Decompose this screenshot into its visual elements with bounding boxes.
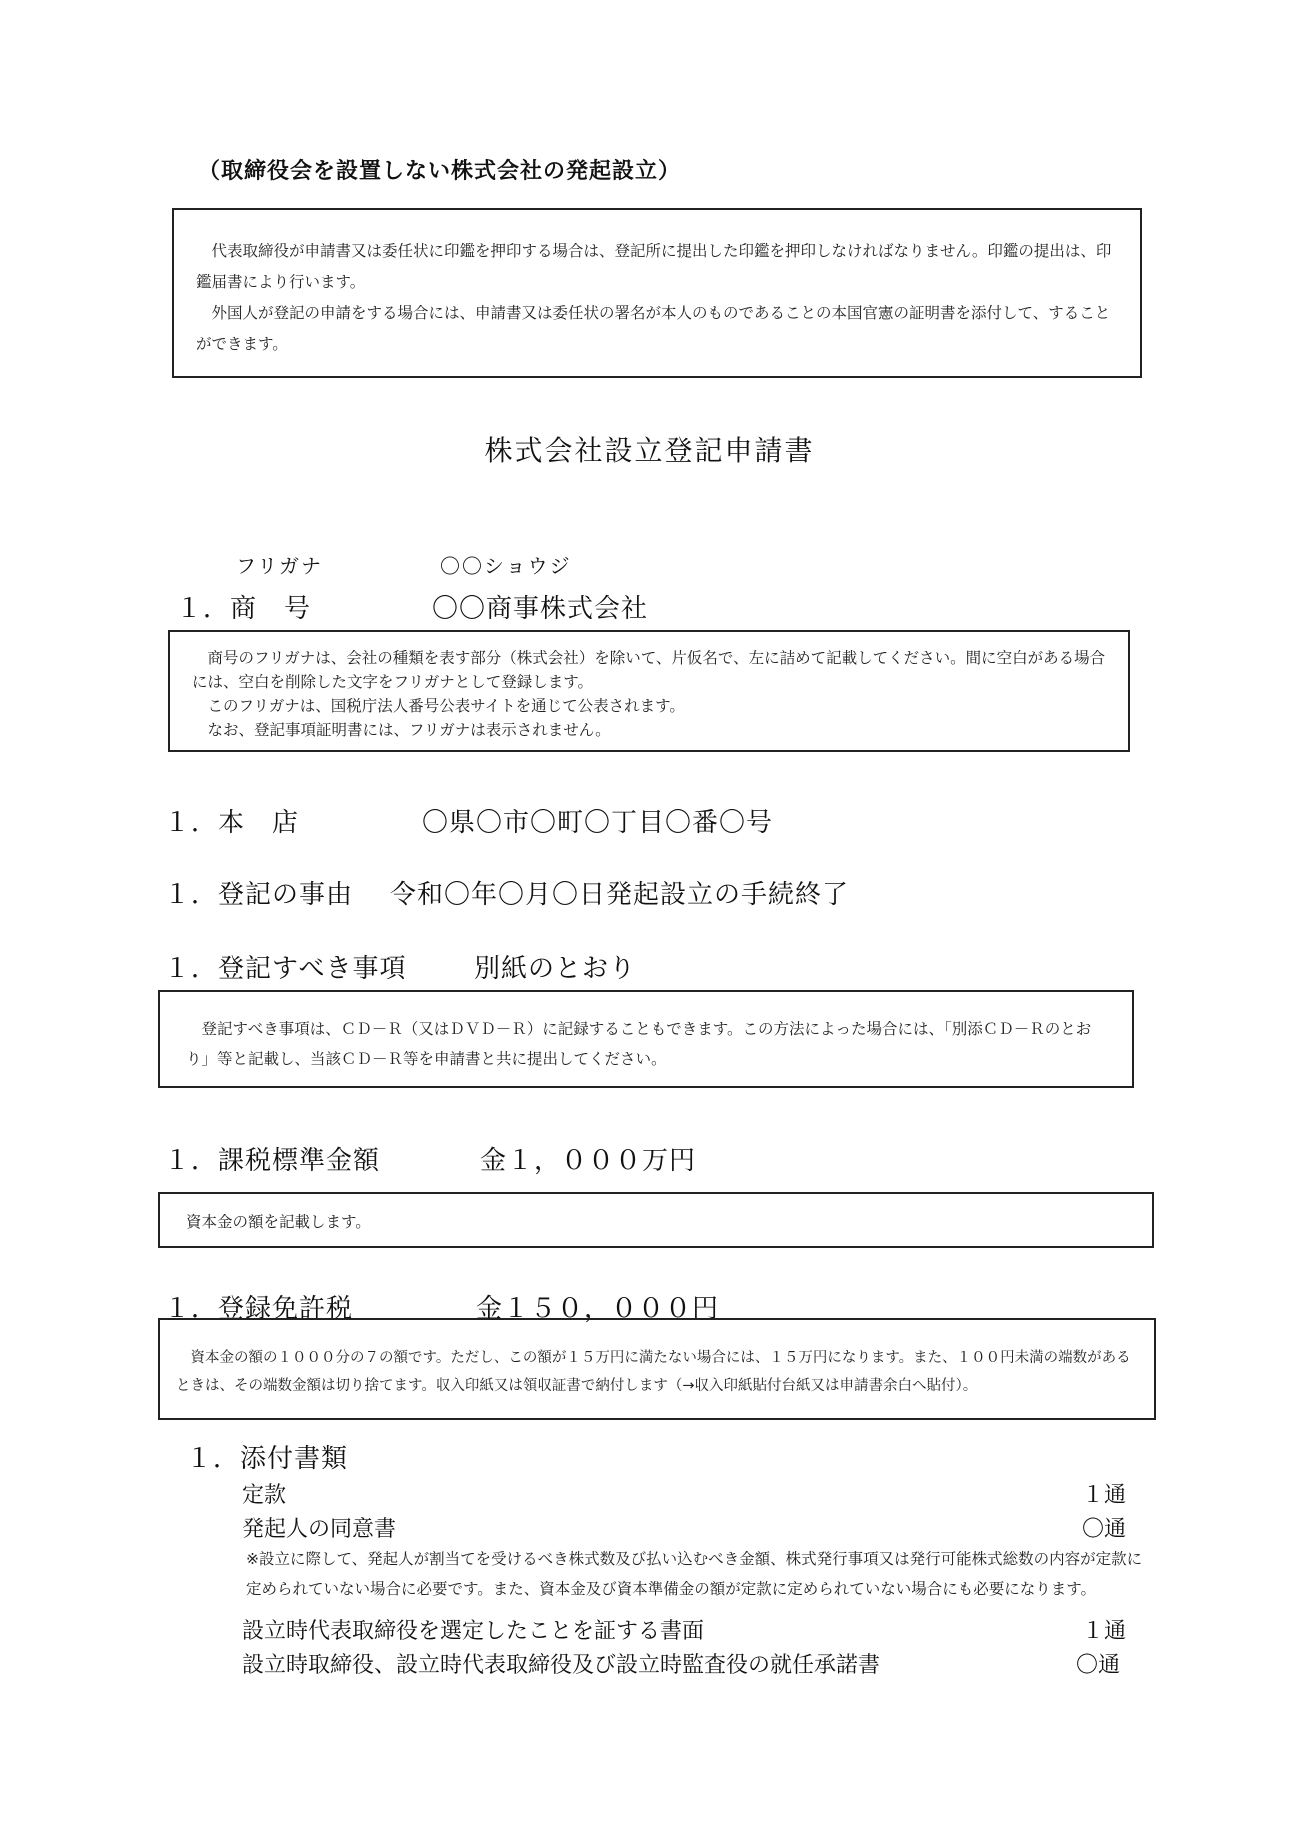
cdr-note-box xyxy=(158,990,1134,1088)
seal-note-box xyxy=(172,208,1142,378)
cdr-note: 登記すべき事項は、ＣＤ－Ｒ（又はＤＶＤ－Ｒ）に記録することもできます。この方法によった場合には、「別添ＣＤ－Ｒのとおり」等と記載し、当該ＣＤ－Ｒ等を申請書と共に提出してください。 xyxy=(186,1020,1092,1069)
item-jiko xyxy=(164,948,637,985)
furigana-label: フリガナ xyxy=(236,554,323,578)
furigana-note-2: このフリガナは、国税庁法人番号公表サイトを通じて公表されます。 xyxy=(207,697,685,716)
attachments-label: １．添付書類 xyxy=(186,1444,349,1474)
item-toroku-value: 金１５０，０００円 xyxy=(476,1294,720,1324)
attachment-footnote: ※設立に際して、発起人が割当てを受けるべき株式数及び払い込むべき金額、株式発行事項又は発行可能株式総数の内容が定款に定められていない場合に必要です。また、資本金及び資本準備金の額が定款に定められていない場合にも必要になります。 xyxy=(246,1550,1143,1599)
item-honten-label: １．本 店 xyxy=(164,808,300,838)
furigana-note-3: なお、登記事項証明書には、フリガナは表示されません。 xyxy=(207,721,611,740)
item-jiyu xyxy=(164,874,850,911)
seal-note-2: 外国人が登記の申請をする場合には、申請書又は委任状の署名が本人のものであることの本国官憲の証明書を添付して、することができます。 xyxy=(196,304,1111,353)
attachment-count: １通 xyxy=(1082,1483,1127,1508)
tax-note-box xyxy=(158,1318,1156,1420)
item-kazei-value: 金１，０００万円 xyxy=(480,1146,697,1176)
attachment-count: １通 xyxy=(1082,1619,1127,1644)
document-title: 株式会社設立登記申請書 xyxy=(484,434,815,467)
capital-note-box xyxy=(158,1192,1154,1248)
section-heading: （取締役会を設置しない株式会社の発起設立） xyxy=(198,159,682,184)
item-honten xyxy=(164,802,774,839)
item-honten-value: 〇県〇市〇町〇丁目〇番〇号 xyxy=(422,808,774,838)
attachment-row: 発起人の同意書 xyxy=(242,1517,397,1542)
item-shogo-label: １．商 号 xyxy=(176,594,312,624)
attachment-row: 定款 xyxy=(242,1483,287,1508)
capital-note: 資本金の額を記載します。 xyxy=(186,1213,371,1231)
item-jiko-label: １．登記すべき事項 xyxy=(164,954,407,984)
item-shogo-value: 〇〇商事株式会社 xyxy=(432,594,649,624)
seal-note-1: 代表取締役が申請書又は委任状に印鑑を押印する場合は、登記所に提出した印鑑を押印しなければなりません。印鑑の提出は、印鑑届書により行います。 xyxy=(196,242,1112,291)
item-kazei xyxy=(164,1140,697,1177)
furigana-note-box xyxy=(168,630,1130,752)
attachment-row: 設立時代表取締役を選定したことを証する書面 xyxy=(242,1619,705,1644)
attachment-count: 〇通 xyxy=(1076,1653,1121,1678)
item-shogo xyxy=(176,588,649,625)
tax-note: 資本金の額の１０００分の７の額です。ただし、この額が１５万円に満たない場合には、１５万円になります。また、１００円未満の端数があるときは、その端数金額は切り捨てます。収入印紙又は領収証書で納付します（→収入印紙貼付台紙又は申請書余白へ貼付）。 xyxy=(176,1350,1131,1395)
furigana-value: 〇〇ショウジ xyxy=(440,554,572,578)
attachment-count: 〇通 xyxy=(1082,1517,1127,1542)
attachment-row: 設立時取締役、設立時代表取締役及び設立時監査役の就任承諾書 xyxy=(242,1653,881,1678)
item-toroku-label: １．登録免許税 xyxy=(164,1294,354,1324)
item-jiyu-label: １．登記の事由 xyxy=(164,880,354,910)
item-kazei-label: １．課税標準金額 xyxy=(164,1146,381,1176)
item-jiko-value: 別紙のとおり xyxy=(474,954,637,984)
item-jiyu-value: 令和〇年〇月〇日発起設立の手続終了 xyxy=(390,880,850,910)
furigana-note-1: 商号のフリガナは、会社の種類を表す部分（株式会社）を除いて、片仮名で、左に詰めて記載してください。間に空白がある場合には、空白を削除した文字をフリガナとして登録します。 xyxy=(192,649,1106,692)
